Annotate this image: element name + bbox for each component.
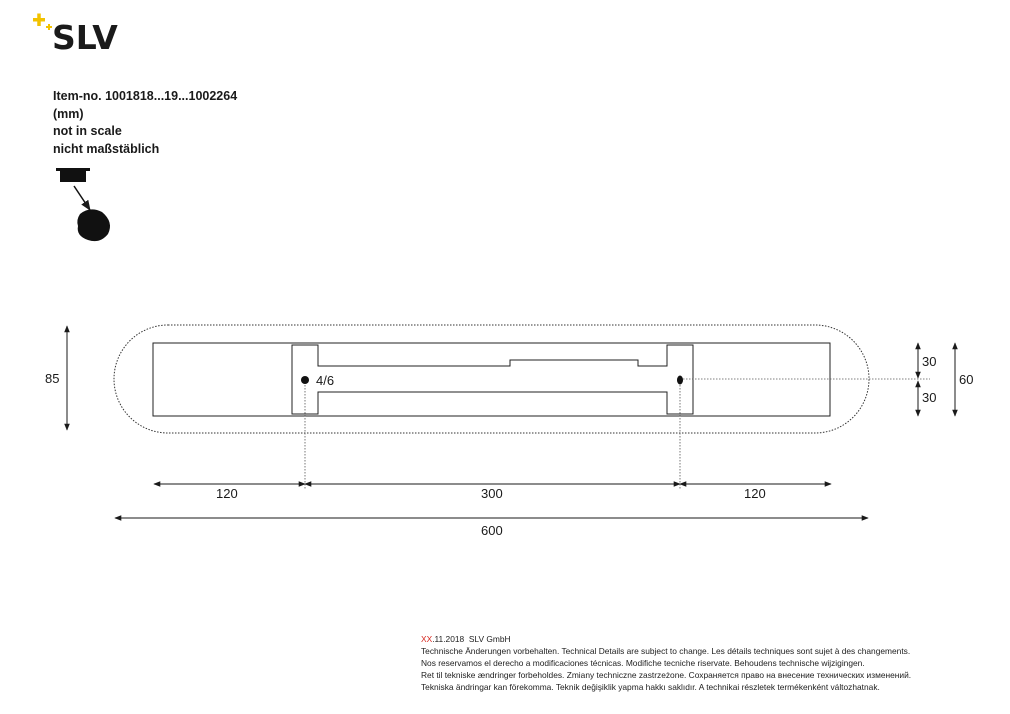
unit-label: (mm): [53, 106, 84, 121]
middle-segment-label: 300: [481, 486, 503, 501]
company-name: SLV GmbH: [468, 634, 511, 644]
disclaimer-line: Technische Änderungen vorbehalten. Technical Details are subject to change. Les détails techniques sont sujet à des changements.: [421, 646, 911, 656]
footer-disclaimer: [421, 633, 911, 693]
upper-half-label: 30: [922, 354, 937, 369]
mounting-screw-icon: [56, 168, 110, 241]
date-rest: .11.2018: [432, 634, 465, 644]
date-prefix: XX: [421, 634, 433, 644]
disclaimer-line: Nos reservamos el derecho a modificaciones técnicas. Modifiche tecniche riservate. Behoudens technische wijzigingen.: [421, 658, 865, 668]
left-segment-label: 120: [216, 486, 238, 501]
footer-date-line: [421, 633, 911, 645]
disclaimer-line: Tekniska ändringar kan förekomma. Teknik değişiklik yapma hakkı saklıdır. A technikai részletek termékenként változhatnak.: [421, 682, 880, 692]
mounting-hole-right: [677, 376, 683, 385]
mounting-plate: [153, 343, 830, 416]
brand-logo: SLV: [52, 18, 118, 57]
hole-pitch-label: 60: [959, 372, 974, 387]
lower-half-label: 30: [922, 390, 937, 405]
hole-size-label: 4/6: [316, 373, 335, 388]
mounting-bracket: [292, 345, 693, 414]
mounting-hole-left: [301, 376, 309, 384]
disclaimer-line: Ret til tekniske ændringer forbeholdes. Zmiany techniczne zastrzeżone. Сохраняется право на внесение технических изменений.: [421, 670, 912, 680]
right-segment-label: 120: [744, 486, 766, 501]
item-number: Item-no. 1001818...19...1002264: [53, 89, 238, 103]
scale-note-de: nicht maßstäblich: [53, 141, 160, 156]
scale-note-en: not in scale: [53, 124, 122, 138]
height-dimension-label: 85: [45, 371, 60, 386]
total-length-label: 600: [481, 523, 503, 538]
